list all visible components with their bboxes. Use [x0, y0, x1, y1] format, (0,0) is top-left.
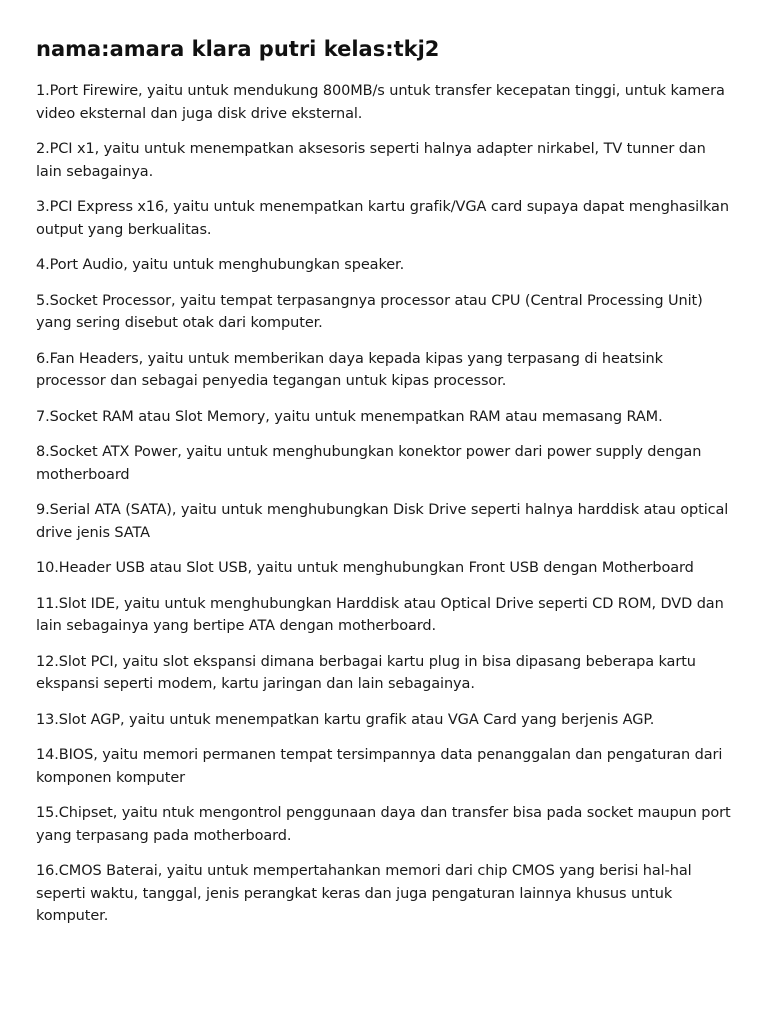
list-item: 2.PCI x1, yaitu untuk menempatkan aksesoris seperti halnya adapter nirkabel, TV tunner dan lain sebagainya.	[36, 141, 706, 180]
list-item: 3.PCI Express x16, yaitu untuk menempatkan kartu grafik/VGA card supaya dapat menghasilkan output yang berkualitas.	[36, 199, 729, 238]
list-item: 11.Slot IDE, yaitu untuk menghubungkan Harddisk atau Optical Drive seperti CD ROM, DVD dan lain sebagainya yang bertipe ATA dengan motherboard.	[36, 595, 724, 634]
list-item: 14.BIOS, yaitu memori permanen tempat tersimpannya data penanggalan dan pengaturan dari komponen komputer	[36, 747, 723, 786]
list-item: 13.Slot AGP, yaitu untuk menempatkan kartu grafik atau VGA Card yang berjenis AGP.	[36, 711, 655, 728]
list-item: 9.Serial ATA (SATA), yaitu untuk menghubungkan Disk Drive seperti halnya harddisk atau optical drive jenis SATA	[36, 502, 729, 541]
list-item: 5.Socket Processor, yaitu tempat terpasangnya processor atau CPU (Central Processing Unit) yang sering disebut otak dari komputer.	[36, 292, 703, 331]
list-item: 16.CMOS Baterai, yaitu untuk mempertahankan memori dari chip CMOS yang berisi hal-hal seperti waktu, tanggal, jenis perangkat keras dan juga pengaturan lainnya khusus untuk komputer.	[36, 863, 692, 924]
list-item: 12.Slot PCI, yaitu slot ekspansi dimana berbagai kartu plug in bisa dipasang beberapa kartu ekspansi seperti modem, kartu jaringan dan lain sebagainya.	[36, 653, 696, 692]
list-item: 1.Port Firewire, yaitu untuk mendukung 800MB/s untuk transfer kecepatan tinggi, untuk kamera video eksternal dan juga disk drive eksternal.	[36, 83, 725, 122]
list-item: 10.Header USB atau Slot USB, yaitu untuk menghubungkan Front USB dengan Motherboard	[36, 560, 694, 576]
page-title: nama:amara klara putri kelas:tkj2	[36, 37, 440, 61]
list-item: 7.Socket RAM atau Slot Memory, yaitu untuk menempatkan RAM atau memasang RAM.	[36, 408, 663, 425]
list-item: 15.Chipset, yaitu ntuk mengontrol penggunaan daya dan transfer bisa pada socket maupun port yang terpasang pada motherboard.	[36, 805, 731, 844]
list-item: 6.Fan Headers, yaitu untuk memberikan daya kepada kipas yang terpasang di heatsink processor dan sebagai penyedia tegangan untuk kipas processor.	[36, 350, 663, 389]
item-list	[36, 80, 734, 928]
list-item: 8.Socket ATX Power, yaitu untuk menghubungkan konektor power dari power supply dengan motherboard	[36, 444, 702, 483]
list-item: 4.Port Audio, yaitu untuk menghubungkan speaker.	[36, 257, 405, 273]
